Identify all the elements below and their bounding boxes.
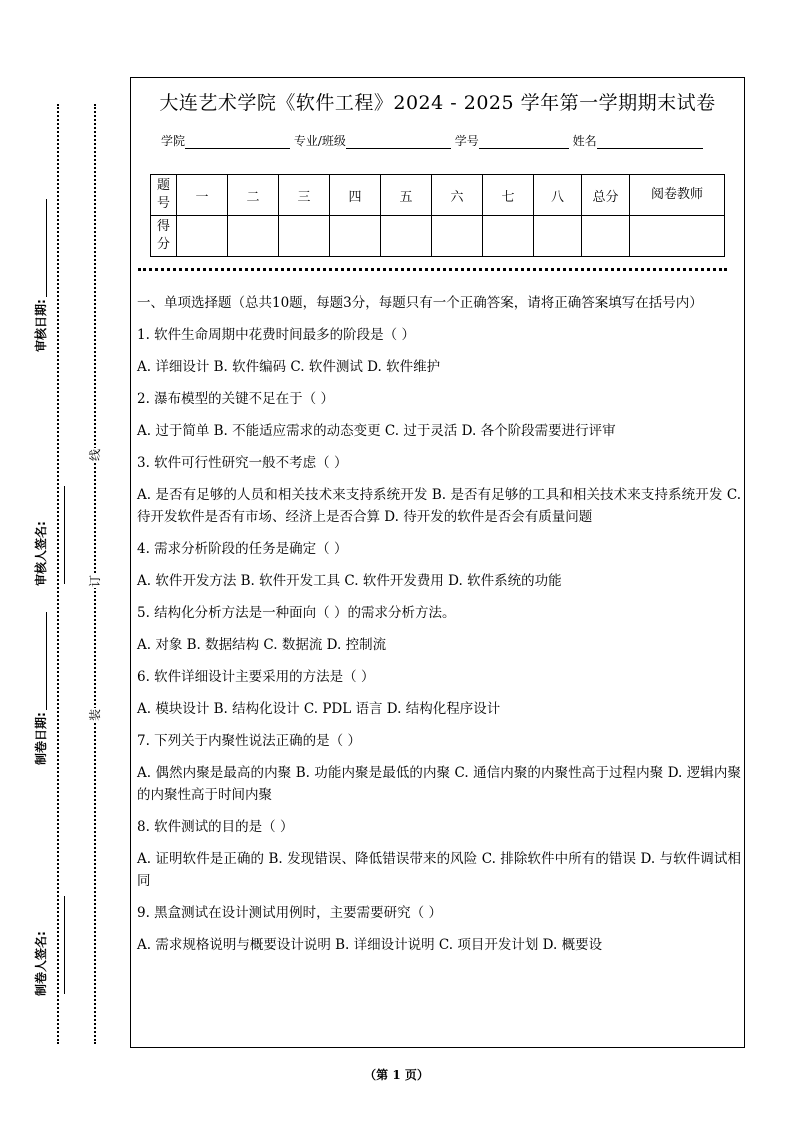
maker-sign-label: 制卷人签名: — [32, 836, 50, 996]
score-cell[interactable] — [381, 216, 432, 257]
score-table-header-row — [151, 175, 725, 216]
major-blank[interactable] — [346, 135, 451, 149]
section-heading: 一、单项选择题（总共10题，每题3分，每题只有一个正确答案，请将正确答案填写在括号内） — [137, 295, 703, 311]
question-text: 5. 结构化分析方法是一种面向（ ）的需求分析方法。 — [137, 605, 456, 621]
binding-char-zhuang: 装 — [88, 709, 102, 722]
question-options: A. 偶然内聚是最高的内聚 B. 功能内聚是最低的内聚 C. 通信内聚的内聚性高于过程内聚 D. 逻辑内聚的内聚性高于时间内聚 — [137, 765, 741, 803]
question-options: A. 详细设计 B. 软件编码 C. 软件测试 D. 软件维护 — [137, 359, 441, 375]
review-date-label: 审核日期: — [32, 192, 50, 352]
score-cell[interactable] — [483, 216, 534, 257]
score-table — [150, 174, 725, 257]
student-info-line — [161, 132, 703, 149]
score-cell-grader[interactable] — [630, 216, 725, 257]
question-options: A. 证明软件是正确的 B. 发现错误、降低错误带来的风险 C. 排除软件中所有的错误 D. 与软件调试相同 — [137, 851, 741, 889]
col-header: 四 — [330, 175, 381, 216]
score-cell[interactable] — [534, 216, 582, 257]
question-text: 7. 下列关于内聚性说法正确的是（ ） — [137, 733, 361, 749]
col-header: 五 — [381, 175, 432, 216]
question-text: 1. 软件生命周期中花费时间最多的阶段是（ ） — [137, 327, 415, 343]
question-text: 2. 瀑布模型的关键不足在于（ ） — [137, 391, 334, 407]
question-options: A. 对象 B. 数据结构 C. 数据流 D. 控制流 — [137, 637, 387, 653]
score-cell[interactable] — [279, 216, 330, 257]
name-label: 姓名 — [572, 134, 597, 148]
question-options: A. 是否有足够的人员和相关技术来支持系统开发 B. 是否有足够的工具和相关技术来支持系统开发 C. 待开发软件是否有市场、经济上是否合算 D. 待开发的软件是否会有质量问题 — [137, 487, 741, 525]
question-text: 4. 需求分析阶段的任务是确定（ ） — [137, 541, 348, 557]
binding-char-ding: 订 — [88, 575, 102, 588]
binding-char-xian: 线 — [88, 449, 102, 462]
score-cell[interactable] — [432, 216, 483, 257]
question-text: 8. 软件测试的目的是（ ） — [137, 819, 294, 835]
dotted-separator — [138, 268, 727, 271]
college-label: 学院 — [161, 134, 186, 148]
col-header: 八 — [534, 175, 582, 216]
question-options: A. 过于简单 B. 不能适应需求的动态变更 C. 过于灵活 D. 各个阶段需要进行评审 — [137, 423, 616, 439]
score-cell[interactable] — [228, 216, 279, 257]
row-header-tihao: 题号 — [151, 175, 177, 216]
page-number: （第 1 页） — [364, 1068, 429, 1082]
col-header-grader: 阅卷教师 — [630, 175, 725, 216]
question-text: 3. 软件可行性研究一般不考虑（ ） — [137, 455, 348, 471]
student-id-label: 学号 — [454, 134, 479, 148]
exam-frame — [130, 77, 745, 1048]
score-cell[interactable] — [177, 216, 228, 257]
college-blank[interactable] — [185, 135, 290, 149]
col-header: 六 — [432, 175, 483, 216]
question-options: A. 需求规格说明与概要设计说明 B. 详细设计说明 C. 项目开发计划 D. 概要设 — [137, 937, 603, 953]
row-header-defen: 得分 — [151, 216, 177, 257]
exam-title: 大连艺术学院《软件工程》2024 - 2025 学年第一学期期末试卷 — [159, 92, 716, 114]
major-label: 专业/班级 — [293, 134, 346, 148]
col-header: 一 — [177, 175, 228, 216]
reviewer-sign-label: 审核人签名: — [32, 426, 50, 586]
question-text: 6. 软件详细设计主要采用的方法是（ ） — [137, 669, 375, 685]
question-text: 9. 黑盒测试在设计测试用例时，主要需要研究（ ） — [137, 905, 442, 921]
question-options: A. 模块设计 B. 结构化设计 C. PDL 语言 D. 结构化程序设计 — [137, 701, 501, 717]
make-date-label: 制卷日期: — [32, 605, 50, 765]
col-header: 七 — [483, 175, 534, 216]
score-cell-total[interactable] — [582, 216, 630, 257]
score-table-score-row — [151, 216, 725, 257]
question-section — [137, 292, 741, 966]
score-cell[interactable] — [330, 216, 381, 257]
col-header: 三 — [279, 175, 330, 216]
col-header-total: 总分 — [582, 175, 630, 216]
name-blank[interactable] — [597, 135, 703, 149]
question-options: A. 软件开发方法 B. 软件开发工具 C. 软件开发费用 D. 软件系统的功能 — [137, 573, 562, 589]
col-header: 二 — [228, 175, 279, 216]
student-id-blank[interactable] — [479, 135, 569, 149]
